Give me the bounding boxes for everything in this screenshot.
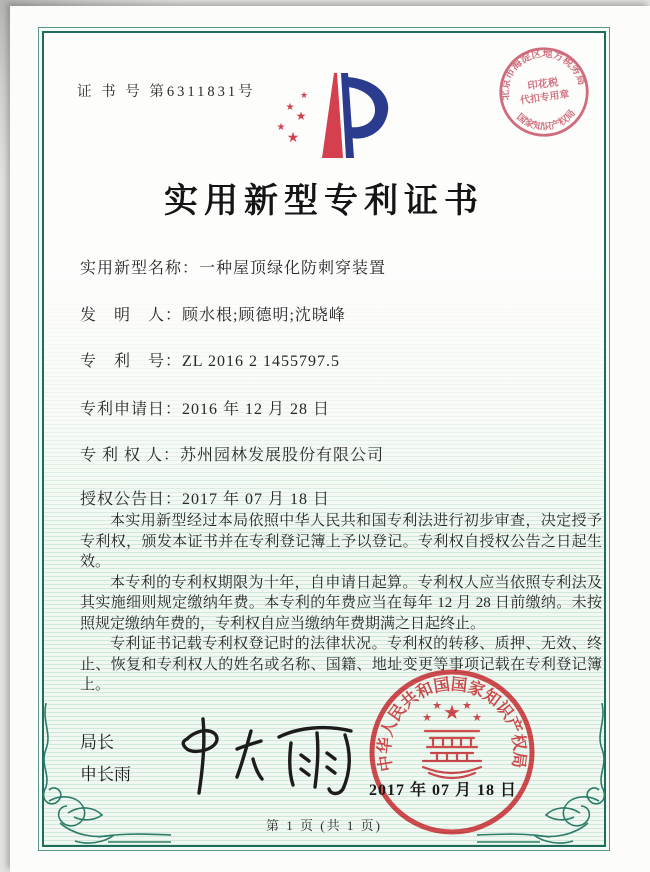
star-icon: ★ [299, 90, 309, 100]
tax-seal-bottom-text: 国家知识产权局 [514, 108, 578, 133]
field-label: 专 利 号： [80, 353, 183, 370]
logo-red-spike [322, 73, 343, 158]
certificate-paper [10, 6, 650, 872]
star-icon: ★ [472, 712, 482, 724]
field-label: 发 明 人： [80, 307, 183, 324]
field-patent-number [80, 348, 590, 371]
star-icon: ★ [285, 102, 295, 113]
field-label: 专 利 权 人： [80, 447, 181, 464]
star-icon: ★ [276, 122, 286, 133]
tax-seal-center-line1: 印花税 [526, 77, 560, 93]
field-value: 2016 年 12 月 28 日 [182, 401, 331, 418]
tax-stamp-seal [491, 39, 597, 145]
seal-ring-text: 中华人民共和国国家知识产权局 [374, 674, 530, 773]
field-label: 实用新型名称： [80, 260, 200, 277]
logo-blue-bowl [347, 77, 388, 139]
handwritten-signature [159, 709, 369, 799]
tax-seal-top-text: 北京市海淀区地方税务局 [500, 48, 587, 101]
field-value: ZL 2016 2 1455797.5 [182, 353, 340, 370]
field-label: 专利申请日： [80, 401, 183, 418]
certificate-title: 实用新型专利证书 [164, 183, 484, 220]
svg-text:国家知识产权局 [513, 103, 580, 137]
field-application-date [80, 396, 590, 419]
tax-seal-center-line2: 代扣专用章 [519, 89, 571, 107]
field-inventors [80, 302, 590, 325]
star-icon: ★ [422, 712, 432, 724]
star-icon: ★ [462, 700, 472, 712]
field-value: 顾水根;顾德明;沈晓峰 [182, 307, 346, 324]
star-icon: ★ [443, 702, 461, 724]
tiananmen-gate-icon [423, 731, 481, 778]
commissioner-name: 申长雨 [80, 765, 131, 784]
national-emblem-icon [422, 700, 482, 778]
field-value: 一种屋顶绿化防刺穿装置 [199, 260, 387, 277]
field-grant-date [80, 486, 590, 509]
field-label: 授权公告日： [80, 491, 183, 508]
field-value: 2017 年 07 月 18 日 [182, 491, 331, 508]
certificate-number: 证 书 号 第6311831号 [77, 84, 256, 100]
field-utility-model-name [80, 255, 590, 278]
field-patentee [80, 442, 590, 465]
legal-paragraph: 专利证书记载专利权登记时的法律状况。专利权的转移、质押、无效、终止、恢复和专利权人的姓名或名称、国籍、地址变更等事项记载在专利登记簿上。 [80, 636, 602, 693]
legal-paragraph: 本专利的专利权期限为十年，自申请日起算。专利权人应当依照专利法及其实施细则规定缴纳年费。本专利的年费应当在每年 12 月 28 日前缴纳。未按照规定缴纳年费的，专利权自应当缴纳年费期满之日起终止。 [80, 574, 602, 632]
seal-date: 2017 年 07 月 18 日 [369, 782, 518, 799]
star-icon: ★ [295, 109, 307, 123]
star-icon: ★ [432, 700, 442, 712]
star-icon: ★ [286, 131, 300, 146]
legal-paragraph: 本实用新型经过本局依照中华人民共和国专利法进行初步审查，决定授予专利权，颁发本证书并在专利登记簿上予以登记。专利权自授权公告之日起生效。 [80, 513, 602, 570]
commissioner-role: 局长 [80, 733, 114, 752]
patent-office-seal [367, 667, 537, 837]
field-value: 苏州园林发展股份有限公司 [180, 447, 385, 464]
patent-office-logo-icon [275, 68, 395, 163]
certificate-frame [42, 31, 606, 847]
page-number: 第 1 页 (共 1 页) [266, 818, 382, 833]
